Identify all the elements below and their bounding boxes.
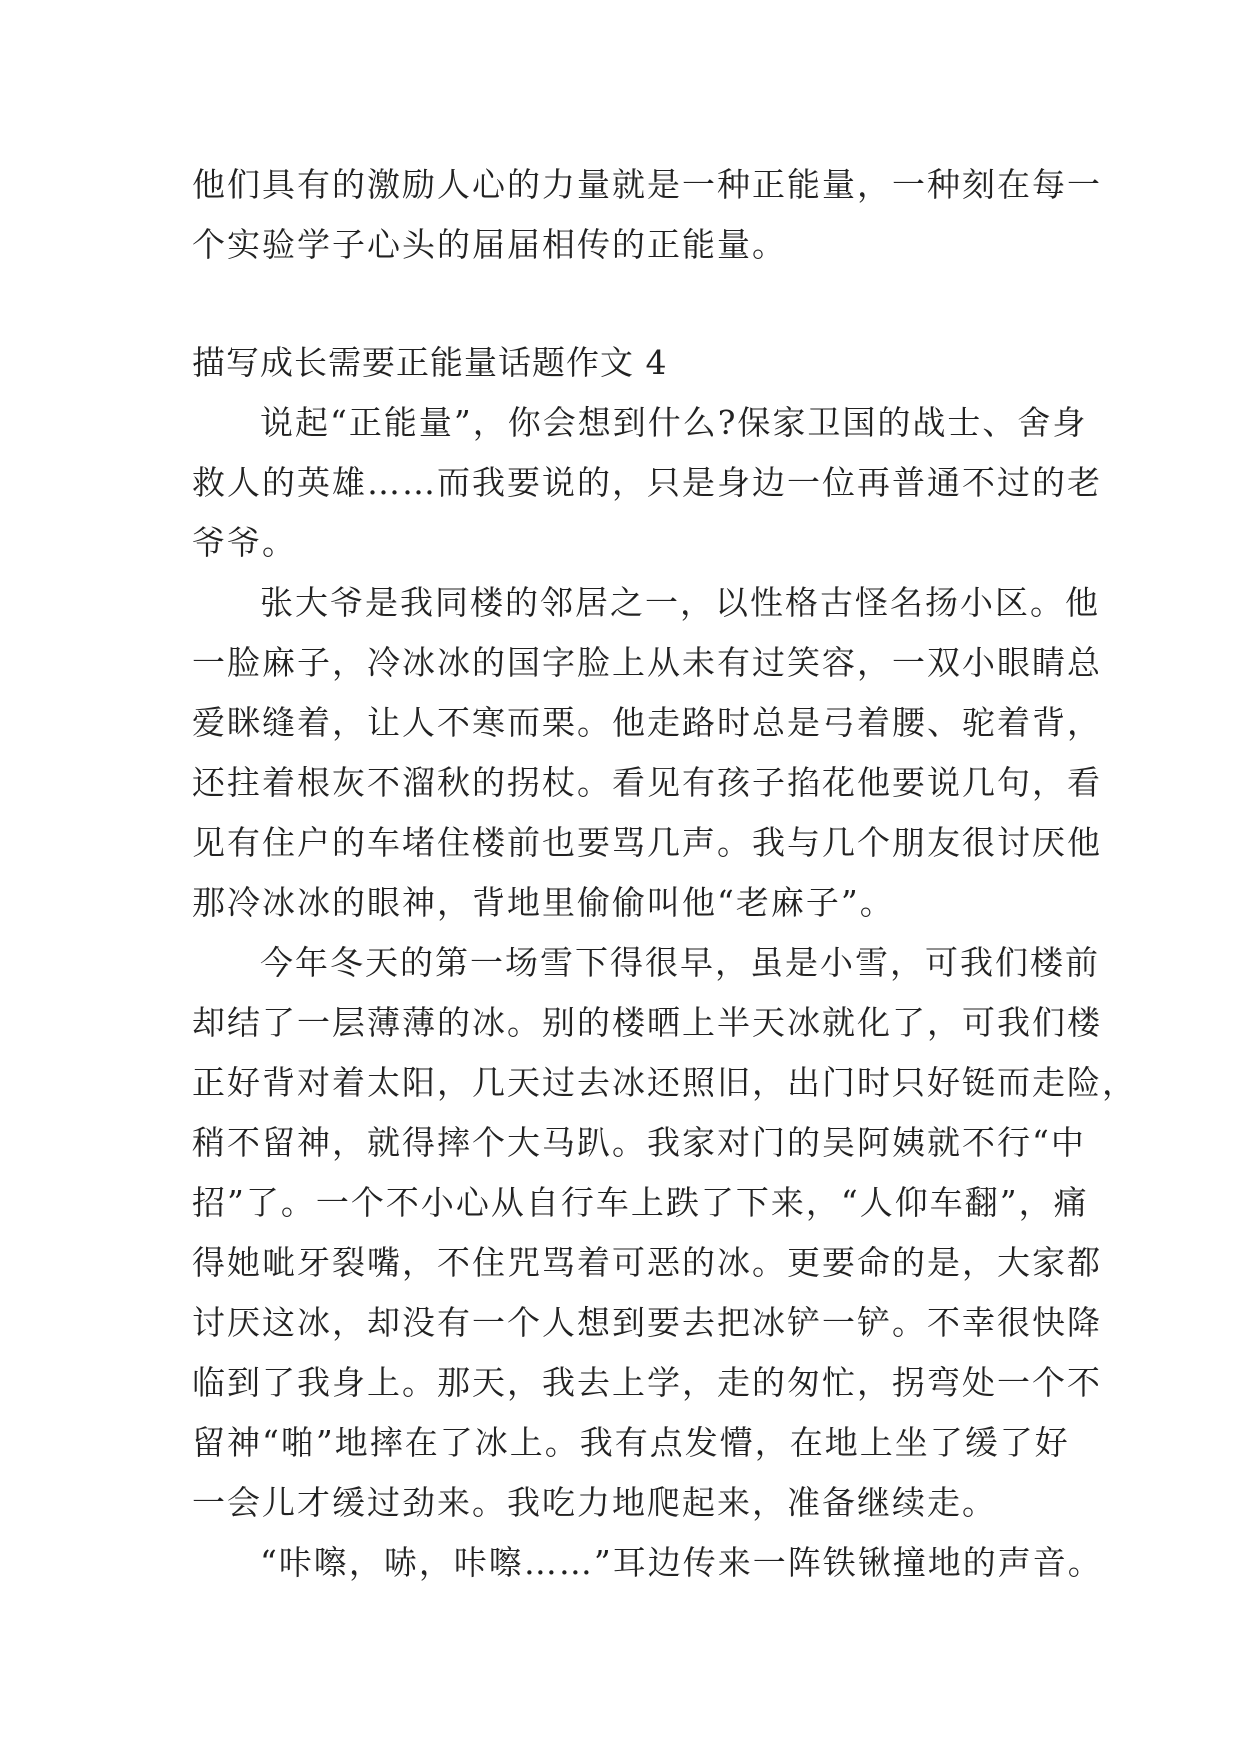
text-line: 临到了我身上。那天，我去上学，走的匆忙，拐弯处一个不	[192, 1363, 1102, 1402]
section-title: 描写成长需要正能量话题作文 4	[192, 343, 668, 382]
text-line: 得她呲牙裂嘴，不住咒骂着可恶的冰。更要命的是，大家都	[192, 1243, 1102, 1282]
text-line: 爱眯缝着，让人不寒而栗。他走路时总是弓着腰、驼着背，	[192, 703, 1102, 742]
text-line: 个实验学子心头的届届相传的正能量。	[192, 225, 787, 264]
text-line: 留神“啪”地摔在了冰上。我有点发懵，在地上坐了缓了好	[192, 1423, 1070, 1462]
text-line: 他们具有的激励人心的力量就是一种正能量，一种刻在每一	[192, 165, 1102, 204]
text-line: 见有住户的车堵住楼前也要骂几声。我与几个朋友很讨厌他	[192, 823, 1102, 862]
text-line: 稍不留神，就得摔个大马趴。我家对门的吴阿姨就不行“中	[192, 1123, 1086, 1162]
paragraph-2	[192, 573, 1102, 933]
intro-paragraph	[192, 155, 1102, 275]
text-line: 正好背对着太阳，几天过去冰还照旧，出门时只好铤而走险，	[192, 1063, 1137, 1102]
text-line: 招”了。一个不小心从自行车上跌了下来，“人仰车翻”，痛	[192, 1183, 1089, 1222]
text-line: 还拄着根灰不溜秋的拐杖。看见有孩子掐花他要说几句，看	[192, 763, 1102, 802]
section-heading	[192, 333, 1052, 393]
paragraph-4	[192, 1533, 1103, 1593]
text-line: 爷爷。	[192, 523, 297, 562]
text-line: “咔嚓，哧，咔嚓……”耳边传来一阵铁锹撞地的声音。	[260, 1543, 1103, 1582]
text-line: 今年冬天的第一场雪下得很早，虽是小雪，可我们楼前	[260, 943, 1100, 982]
text-line: 一脸麻子，冷冰冰的国字脸上从未有过笑容，一双小眼睛总	[192, 643, 1102, 682]
text-line: 讨厌这冰，却没有一个人想到要去把冰铲一铲。不幸很快降	[192, 1303, 1102, 1342]
text-line: 一会儿才缓过劲来。我吃力地爬起来，准备继续走。	[192, 1483, 997, 1522]
text-line: 却结了一层薄薄的冰。别的楼晒上半天冰就化了，可我们楼	[192, 1003, 1102, 1042]
text-line: 那冷冰冰的眼神，背地里偷偷叫他“老麻子”。	[192, 883, 895, 922]
essay-body	[192, 393, 1137, 1593]
text-line: 说起“正能量”，你会想到什么?保家卫国的战士、舍身	[260, 403, 1088, 442]
text-line: 救人的英雄……而我要说的，只是身边一位再普通不过的老	[192, 463, 1102, 502]
text-line: 张大爷是我同楼的邻居之一，以性格古怪名扬小区。他	[260, 583, 1100, 622]
paragraph-3	[192, 933, 1137, 1533]
paragraph-1	[192, 393, 1102, 573]
